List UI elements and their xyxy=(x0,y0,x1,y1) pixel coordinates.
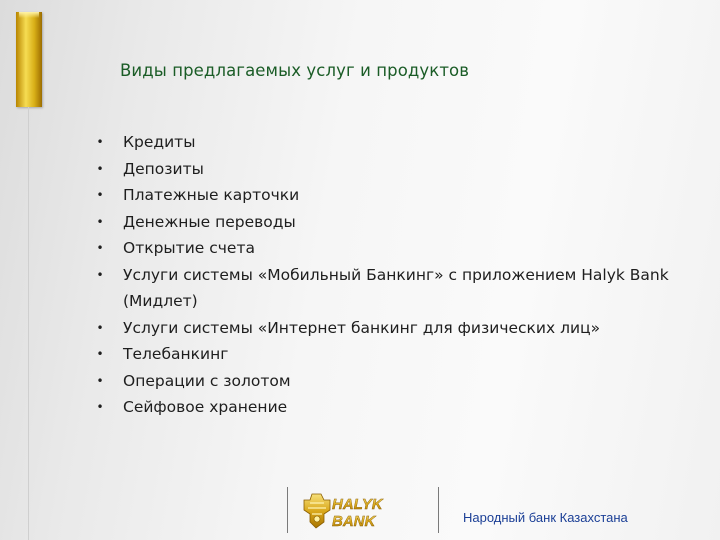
list-item xyxy=(94,209,674,236)
bullet-icon: • xyxy=(96,214,104,229)
list-item-label: Платежные карточки xyxy=(123,186,300,204)
list-item xyxy=(94,368,674,395)
list-item xyxy=(94,156,674,183)
bullet-icon: • xyxy=(96,347,104,361)
bullet-icon: • xyxy=(96,267,104,282)
list-item-label: Кредиты xyxy=(123,133,196,151)
list-item xyxy=(94,341,674,368)
list-item-label: Телебанкинг xyxy=(123,345,229,363)
list-item xyxy=(94,235,674,262)
gold-bar-accent xyxy=(16,12,42,107)
list-item-label: Операции с золотом xyxy=(123,371,291,390)
list-item-label: Денежные переводы xyxy=(123,212,296,231)
list-item-label: Услуги системы «Мобильный Банкинг» с приложением Halyk Bank (Мидлет) xyxy=(123,265,669,310)
bullet-icon: • xyxy=(96,400,104,414)
bullet-icon: • xyxy=(96,188,104,202)
halyk-emblem-icon xyxy=(304,494,330,528)
logo-text-line2: BANK xyxy=(332,513,376,530)
list-item xyxy=(94,315,674,342)
list-item xyxy=(94,182,674,209)
bullet-icon: • xyxy=(96,241,104,255)
footer-divider-right xyxy=(438,487,439,533)
side-divider-line xyxy=(28,107,29,540)
footer-divider-left xyxy=(287,487,288,533)
list-item-label: Сейфовое хранение xyxy=(123,398,288,416)
list-item xyxy=(94,262,674,315)
slide-title: Виды предлагаемых услуг и продуктов xyxy=(120,61,470,80)
bullet-icon: • xyxy=(96,161,104,176)
footer-bank-name: Народный банк Казахстана xyxy=(463,510,628,525)
list-item xyxy=(94,394,674,421)
list-item xyxy=(94,129,674,156)
list-item-label: Открытие счета xyxy=(123,239,255,257)
bullet-icon: • xyxy=(96,135,104,149)
bullet-icon: • xyxy=(96,373,104,388)
logo-text-line1: HALYK xyxy=(332,496,383,513)
list-item-label: Депозиты xyxy=(123,159,204,178)
halyk-bank-logo xyxy=(302,490,422,532)
bullet-icon: • xyxy=(96,320,104,335)
list-item-label: Услуги системы «Интернет банкинг для физических лиц» xyxy=(123,318,601,337)
services-list xyxy=(94,129,674,421)
